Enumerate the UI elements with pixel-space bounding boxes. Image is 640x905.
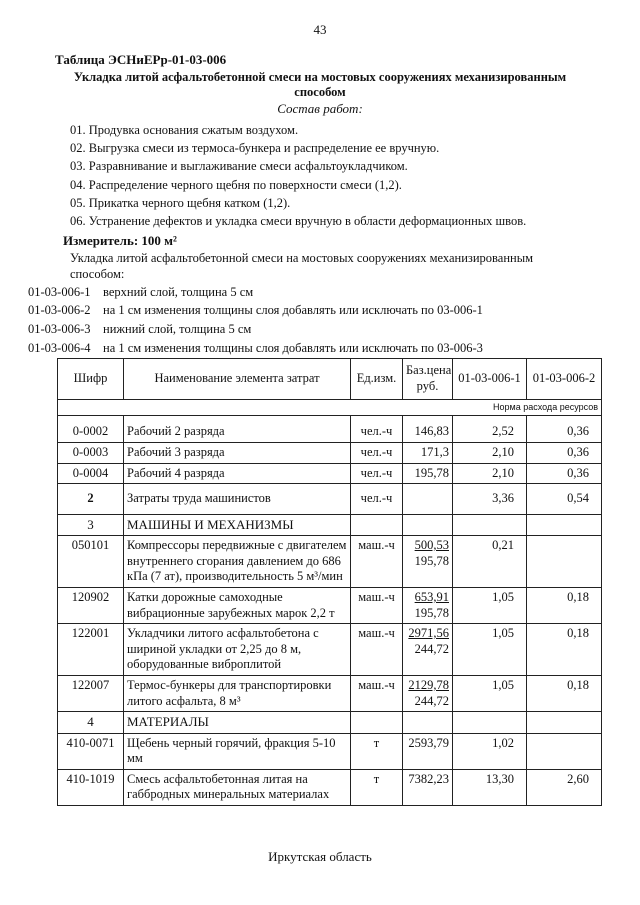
section-code: 4 (58, 712, 124, 733)
cell-price: 195,78 (403, 463, 453, 484)
resource-norms-table (57, 358, 602, 806)
cell-unit: чел.-ч (351, 484, 403, 515)
cell-code: 0-0004 (58, 463, 124, 484)
table-row (58, 463, 602, 484)
work-item: 04. Распределение черного щебня по поверхности смеси (1,2). (70, 178, 402, 192)
cell-unit: т (351, 769, 403, 805)
cell-value-2: 0,18 (527, 676, 602, 712)
cell-unit: т (351, 733, 403, 769)
work-item: 01. Продувка основания сжатым воздухом. (70, 123, 299, 137)
cell-value-1: 1,05 (453, 587, 527, 623)
cell-value-2 (527, 536, 602, 588)
cell-name: Компрессоры передвижные с двигателем внутреннего сгорания давлением до 686 кПа (7 ат), производительность 5 м³/мин (124, 536, 351, 588)
cell-code: 0-0002 (58, 416, 124, 443)
cell-code: 2 (58, 484, 124, 515)
cell-value-1: 2,52 (453, 416, 527, 443)
cell-code: 122007 (58, 676, 124, 712)
measure-unit: Измеритель: 100 м² (63, 233, 177, 248)
header-col2: 01-03-006-2 (527, 359, 602, 400)
norm-label: Норма расхода ресурсов (58, 400, 602, 416)
variant-code: 01-03-006-2 (28, 303, 91, 317)
cell-price (403, 676, 453, 712)
variant-text: нижний слой, толщина 5 см (103, 322, 252, 336)
cell-name: Рабочий 2 разряда (124, 416, 351, 443)
cell-value-1: 0,21 (453, 536, 527, 588)
cell-value-1: 2,10 (453, 463, 527, 484)
section-row (58, 712, 602, 733)
cell-code: 410-0071 (58, 733, 124, 769)
cell-value-1: 1,02 (453, 733, 527, 769)
price-sub: 244,72 (414, 693, 449, 708)
cell-value-1: 1,05 (453, 676, 527, 712)
cell-value-1: 13,30 (453, 769, 527, 805)
table-row (58, 769, 602, 805)
work-item: 02. Выгрузка смеси из термоса-бункера и распределение ее вручную. (70, 141, 440, 155)
cell-value-2 (527, 733, 602, 769)
norm-label-row (58, 400, 602, 416)
cell-value-1: 3,36 (453, 484, 527, 515)
variant-text: на 1 см изменения толщины слоя добавлять или исключать по 03-006-1 (103, 303, 483, 317)
cell-name: Затраты труда машинистов (124, 484, 351, 515)
cell-unit: маш.-ч (351, 624, 403, 676)
cell-price: 2593,79 (403, 733, 453, 769)
table-header-row (58, 359, 602, 400)
cell-unit: маш.-ч (351, 676, 403, 712)
cell-unit: маш.-ч (351, 587, 403, 623)
cell-price (403, 484, 453, 515)
cell-value-2: 0,54 (527, 484, 602, 515)
cell-name: Катки дорожные самоходные вибрационные зарубежных марок 2,2 т (124, 587, 351, 623)
price-main: 2971,56 (408, 626, 449, 641)
header-col1: 01-03-006-1 (453, 359, 527, 400)
table-row (58, 624, 602, 676)
page-number: 43 (313, 22, 327, 37)
cell-value-2: 0,18 (527, 624, 602, 676)
table-code: Таблица ЭСНиЕРр-01-03-006 (55, 52, 227, 67)
header-price: Баз.цена руб. (403, 359, 453, 400)
cell-price (403, 536, 453, 588)
cell-unit: чел.-ч (351, 463, 403, 484)
cell-unit: маш.-ч (351, 536, 403, 588)
cell-price: 146,83 (403, 416, 453, 443)
cell-name: Укладчики литого асфальтобетона с шириной укладки от 2,25 до 8 м, оборудованные виброплитой (124, 624, 351, 676)
cell-price (403, 587, 453, 623)
cell-value-2: 0,36 (527, 463, 602, 484)
price-sub: 244,72 (414, 641, 449, 656)
cell-price (403, 624, 453, 676)
section-row (58, 514, 602, 535)
table-row (58, 484, 602, 515)
variant-code: 01-03-006-4 (28, 341, 91, 355)
works-heading: Состав работ: (277, 101, 363, 116)
header-code: Шифр (58, 359, 124, 400)
price-sub: 195,78 (414, 553, 449, 568)
cell-code: 0-0003 (58, 442, 124, 463)
cell-code: 050101 (58, 536, 124, 588)
variant-code: 01-03-006-3 (28, 322, 91, 336)
work-item: 06. Устранение дефектов и укладка смеси вручную в области деформационных швов. (70, 214, 527, 228)
table-title-line-2: способом (294, 85, 346, 99)
description-line-2: способом: (70, 267, 125, 281)
table-row (58, 536, 602, 588)
cell-name: Рабочий 3 разряда (124, 442, 351, 463)
cell-price: 7382,23 (403, 769, 453, 805)
header-unit: Ед.изм. (351, 359, 403, 400)
table-row (58, 442, 602, 463)
cell-value-1: 2,10 (453, 442, 527, 463)
work-item: 05. Прикатка черного щебня катком (1,2). (70, 196, 291, 210)
table-row (58, 676, 602, 712)
cell-value-2: 0,18 (527, 587, 602, 623)
cell-name: Рабочий 4 разряда (124, 463, 351, 484)
price-main: 2129,78 (408, 678, 449, 692)
cell-value-2: 0,36 (527, 416, 602, 443)
cell-code: 120902 (58, 587, 124, 623)
section-title: МАТЕРИАЛЫ (124, 712, 351, 733)
cell-value-2: 2,60 (527, 769, 602, 805)
cell-value-1: 1,05 (453, 624, 527, 676)
table-row (58, 587, 602, 623)
section-title: МАШИНЫ И МЕХАНИЗМЫ (124, 514, 351, 535)
table-row (58, 733, 602, 769)
variant-code: 01-03-006-1 (28, 285, 91, 299)
cell-value-2: 0,36 (527, 442, 602, 463)
page-footer: Иркутская область (268, 849, 372, 864)
cell-code: 410-1019 (58, 769, 124, 805)
variant-text: на 1 см изменения толщины слоя добавлять или исключать по 03-006-3 (103, 341, 483, 355)
price-sub: 195,78 (414, 605, 449, 620)
cell-name: Смесь асфальтобетонная литая на габбродных минеральных материалах (124, 769, 351, 805)
cell-code: 122001 (58, 624, 124, 676)
variant-text: верхний слой, толщина 5 см (103, 285, 254, 299)
cell-name: Термос-бункеры для транспортировки литого асфальта, 8 м³ (124, 676, 351, 712)
cell-name: Щебень черный горячий, фракция 5-10 мм (124, 733, 351, 769)
work-item: 03. Разравнивание и выглаживание смеси асфальтоукладчиком. (70, 159, 408, 173)
description-line-1: Укладка литой асфальтобетонной смеси на мостовых сооружениях механизированным (70, 251, 534, 265)
header-name: Наименование элемента затрат (124, 359, 351, 400)
price-main: 500,53 (414, 538, 449, 552)
cell-unit: чел.-ч (351, 442, 403, 463)
table-row (58, 416, 602, 443)
price-main: 653,91 (414, 589, 449, 604)
cell-price: 171,3 (403, 442, 453, 463)
cell-unit: чел.-ч (351, 416, 403, 443)
table-title-line-1: Укладка литой асфальтобетонной смеси на мостовых сооружениях механизированным (73, 70, 567, 84)
section-code: 3 (58, 514, 124, 535)
